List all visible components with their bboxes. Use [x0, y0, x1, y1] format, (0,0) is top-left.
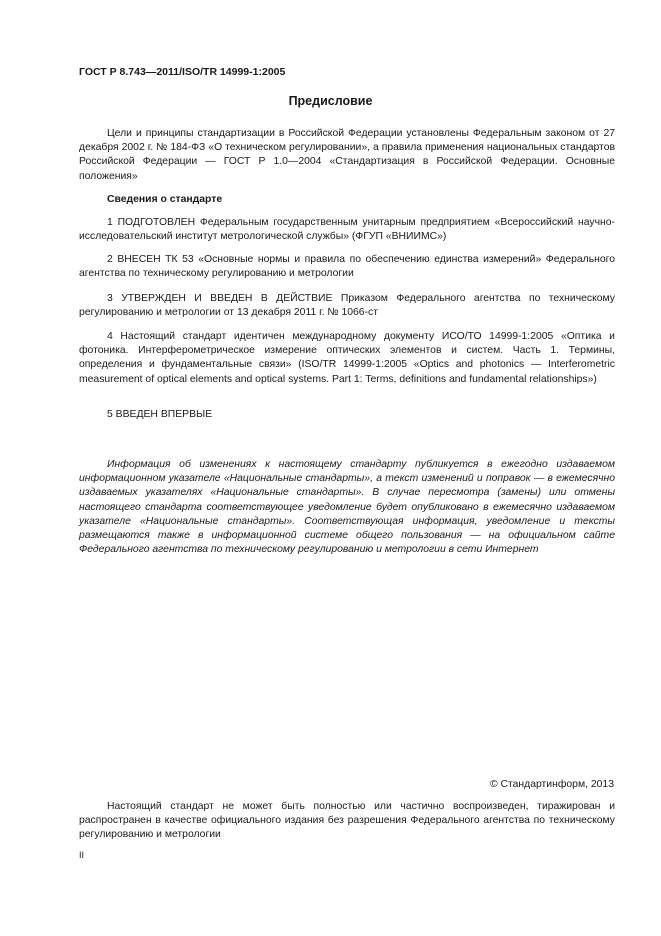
- footer-note: Настоящий стандарт не может быть полностью или частично воспроизведен, тиражирован и распространен в качестве официального издания без разрешения Федерального агентства по техническому регулированию и метрологии: [79, 801, 615, 841]
- item-5: 5 ВВЕДЕН ВПЕРВЫЕ: [107, 409, 213, 420]
- item-4: 4 Настоящий стандарт идентичен международному документу ИСО/ТО 14999-1:2005 «Оптика и фотоника. Интерферометрическое измерение оптических элементов и систем. Часть 1. Термины, определения и фундаментальные связи» (ISO/TR 14999-1:2005 «Optics and photonics — Interferometric measurement of optical elements and optical systems. Part 1: Terms, definitions and fundamental relationships»): [79, 331, 615, 385]
- page-number: II: [79, 850, 85, 860]
- item-3: 3 УТВЕРЖДЕН И ВВЕДЕН В ДЕЙСТВИЕ Приказом Федерального агентства по техническому регулированию и метрологии от 13 декабря 2011 г. № 1066-ст: [79, 293, 615, 319]
- notice-paragraph: Информация об изменениях к настоящему стандарту публикуется в ежегодно издаваемом информационном указателе «Национальные стандарты», а текст изменений и поправок — в ежемесячно издаваемых указателях «Национальные стандарты». В случае пересмотра (замены) или отмены настоящего стандарта соответствующее уведомление будет опубликовано в ежемесячно издаваемом указателе «Национальные стандарты». Соответствующая информация, уведомление и тексты размещаются также в информационной системе общего пользования — на официальном сайте Федерального агентства по техническому регулированию и метрологии в сети Интернет: [79, 459, 615, 556]
- item-2: 2 ВНЕСЕН ТК 53 «Основные нормы и правила по обеспечению единства измерений» Федерального агентства по техническому регулированию и метрологии: [79, 254, 615, 280]
- intro-paragraph: Цели и принципы стандартизации в Российской Федерации установлены Федеральным законом от 27 декабря 2002 г. № 184-ФЗ «О техническом регулировании», а правила применения национальных стандартов Российской Федерации — ГОСТ Р 1.0—2004 «Стандартизация в Российской Федерации. Основные положения»: [79, 128, 615, 182]
- copyright: © Стандартинформ, 2013: [489, 779, 614, 790]
- standard-code: ГОСТ Р 8.743—2011/ISO/TR 14999-1:2005: [79, 66, 286, 78]
- item-1: 1 ПОДГОТОВЛЕН Федеральным государственным унитарным предприятием «Всероссийский научно-исследовательский институт метрологической службы» (ФГУП «ВНИИМС»): [79, 217, 615, 243]
- info-heading: Сведения о стандарте: [107, 194, 223, 205]
- page-title: Предисловие: [288, 94, 373, 108]
